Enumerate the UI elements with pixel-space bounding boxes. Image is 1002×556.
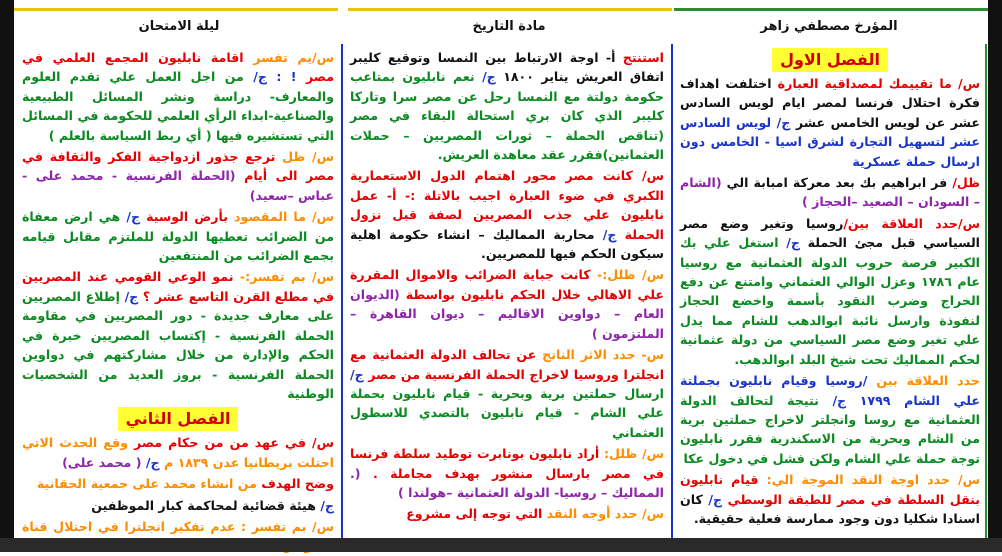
separator-left [341, 44, 343, 540]
column-center [350, 44, 664, 540]
question-block: س/يم تفسر اقامة نابليون المجمع العلمي في مصر ! : ج/ من اجل العمل علي تقدم العلوم والمعارف- دراسة ونشر المسائل الطبيعية والصناعية-ابداء الرأي العلمي للحكومة في المسائل التي تستشيره فيها ( أي ربط السياسة بالعلم ) [22, 50, 334, 143]
question-block: وضح الهدف من انشاء محمد على جمعية الحقانية [36, 476, 334, 492]
question-block: س/ ما تقييمك لمصداقية العبارة اختلفت اهداف فكرة احتلال فرنسا لمصر ايام لويس السادس عشر عن لويس الخامس عشر ج/ لويس السادس عشر لتسهيل التجارة لشرق اسيا - الخامس دون ارسال حملة عسكرية [680, 76, 980, 169]
chapter-two-heading: الفصل الثاني [118, 407, 239, 431]
chapter-one-heading: الفصل الاول [772, 48, 888, 72]
question-block: س/ ظلل:- كانت جباية الضرائب والاموال المقررة علي الاهالي خلال الحكم نابليون بواسطة (الديوان العام – دواوين الاقاليم – ديوان القاهرة – الملتزمون ) [350, 267, 664, 341]
column-left [22, 44, 334, 540]
question-block: حدد العلاقة بين /روسيا وقيام نابليون بجملتة علي الشام ١٧٩٩ ج/ نتيجة لتحالف الدولة العثمانية مع روسا وانجلتر لاخراج حملتين برية من الشام وبحرية من الاسكندرية فقرر نابليون توجة حملة علي الشام ولكن فشل في دخول عكا [680, 373, 980, 466]
question-block: س/ حدد اوجة النقد الموجة الي: قيام نابليون بنقل السلطة في مصر للطبقة الوسطي ج/ كان اسنادا شكليا دون وجود ممارسة فعلية حقيقية. [680, 472, 980, 526]
separator-right [671, 44, 673, 540]
header-author: المؤرخ مصطفي زاهر [760, 18, 898, 34]
question-block: س/حدد العلاقة بين/روسيا وتغير وضع مصر السياسي قبل مجئ الحملة ج/ استغل علي بك الكبير فرصة حروب الدولة العثمانية مع روسيا عام ١٧٨٦ وعزل الوالي العثماني وامتنع عن دفع الخراج وضرب النقود بأسمة واخضع الحجاز لنفوذة وارسل نائبة ابوالدهب للشام مما يدل علي تغير وضع مصر السياسي من دولة عثمانية لحكم المماليك تحت شيخ البلد ابوالدهب. [680, 215, 980, 367]
header-exam-night: ليلة الامتحان [138, 18, 220, 34]
question-block: س/ بم تفسر:- نمو الوعي القومي عند المصريين في مطلع القرن التاسع عشر ؟ ج/ إطلاع المصريين على معارف جديدة - دور المصريين في مقاومة الحملة الفرنسية - إكتساب المصريين خبرة في الحكم والإدارة من خلال مشاركتهم في دواوين الحملة الفرنسية - بروز العديد من الشخصيات الوطنية [22, 269, 334, 401]
question-block: ظل/ فر ابراهيم بك بعد معركة امبابة الي (الشام – السودان – الصعيد –الحجاز ) [680, 175, 981, 210]
question-block: س/ ظلل: أراد نابليون بونابرت توطيد سلطة فرنسا في مصر بارسال منشور بهدف مجاملة . (. المماليك – روسيا- الدولة العثمانية –هولندا ) [350, 446, 664, 500]
column-right [680, 44, 980, 540]
question-block: ج/ هيئة قضائية لمحاكمة كبار الموظفين [91, 497, 334, 513]
question-block: استنتج أ- اوجة الارتباط بين النمسا وتوقيع كليبر اتفاق العريش يناير ١٨٠٠ ج/ نعم نابليون بمتاعب حكومة دولتة مع النمسا رحل عن مصر سرا وتاركا كليبر الذي كان بري استحالة البقاء في مصر (تناقص الحملة – ثورات المصريين – حملات العثمانين)فقرر عقد معاهدة العريش. [350, 50, 664, 163]
bottom-dark-bar [0, 538, 1002, 552]
question-block: س/ بم تفسر : عدم تفكير انجلترا في احتلال قناة [22, 518, 334, 534]
header-subject: مادة التاريخ [472, 18, 546, 34]
question-block: س/ في عهد من من حكام مصر وقع الحدث الاتي احتلت بريطانيا عدن ١٨٣٩ م ج/ ( محمد على) [22, 435, 335, 470]
question-block: س- حدد الاثر الناتج عن تحالف الدولة العثمانية مع انجلترا وروسيا لاخراج الحملة الفرنسية من مصر ج/ ارسال حملتين برية وبحرية - قيام نابليون بحملة علي الشام - قيام نابليون بالتصدي للاسطول العثماني [350, 347, 665, 440]
question-block: س/ ظل ترجع جذور ازدواجية الفكر والثقافة في مصر الى أيام (الحملة الفرنسية - محمد على - عباس –سعيد) [22, 149, 334, 203]
separator-right-edge [985, 44, 987, 540]
right-dark-edge [988, 0, 1002, 552]
page-header [14, 8, 988, 44]
question-block: س/ ما المقصود بأرض الوسية ج/ هي ارض معفاة من الضرائب تعطيها الدولة للملتزم مقابل قيامه بجمع الضرائب من المنتفعين [22, 209, 334, 264]
left-dark-edge [0, 0, 14, 552]
question-block: س/ كانت مصر محور اهتمام الدول الاستعمارية الكبري في ضوء العبارة اجيب بالاتلة :- أ- عمل نابليون علي جذب المصريين لصفة قبل نزول الحملة ج/ محاربة المماليك – انشاء حكومة اهلية سيكون الحكم فيها للمصريين. [350, 168, 664, 262]
question-block: س/ حدد أوجه النقد التي توجه إلى مشروع [406, 506, 664, 522]
